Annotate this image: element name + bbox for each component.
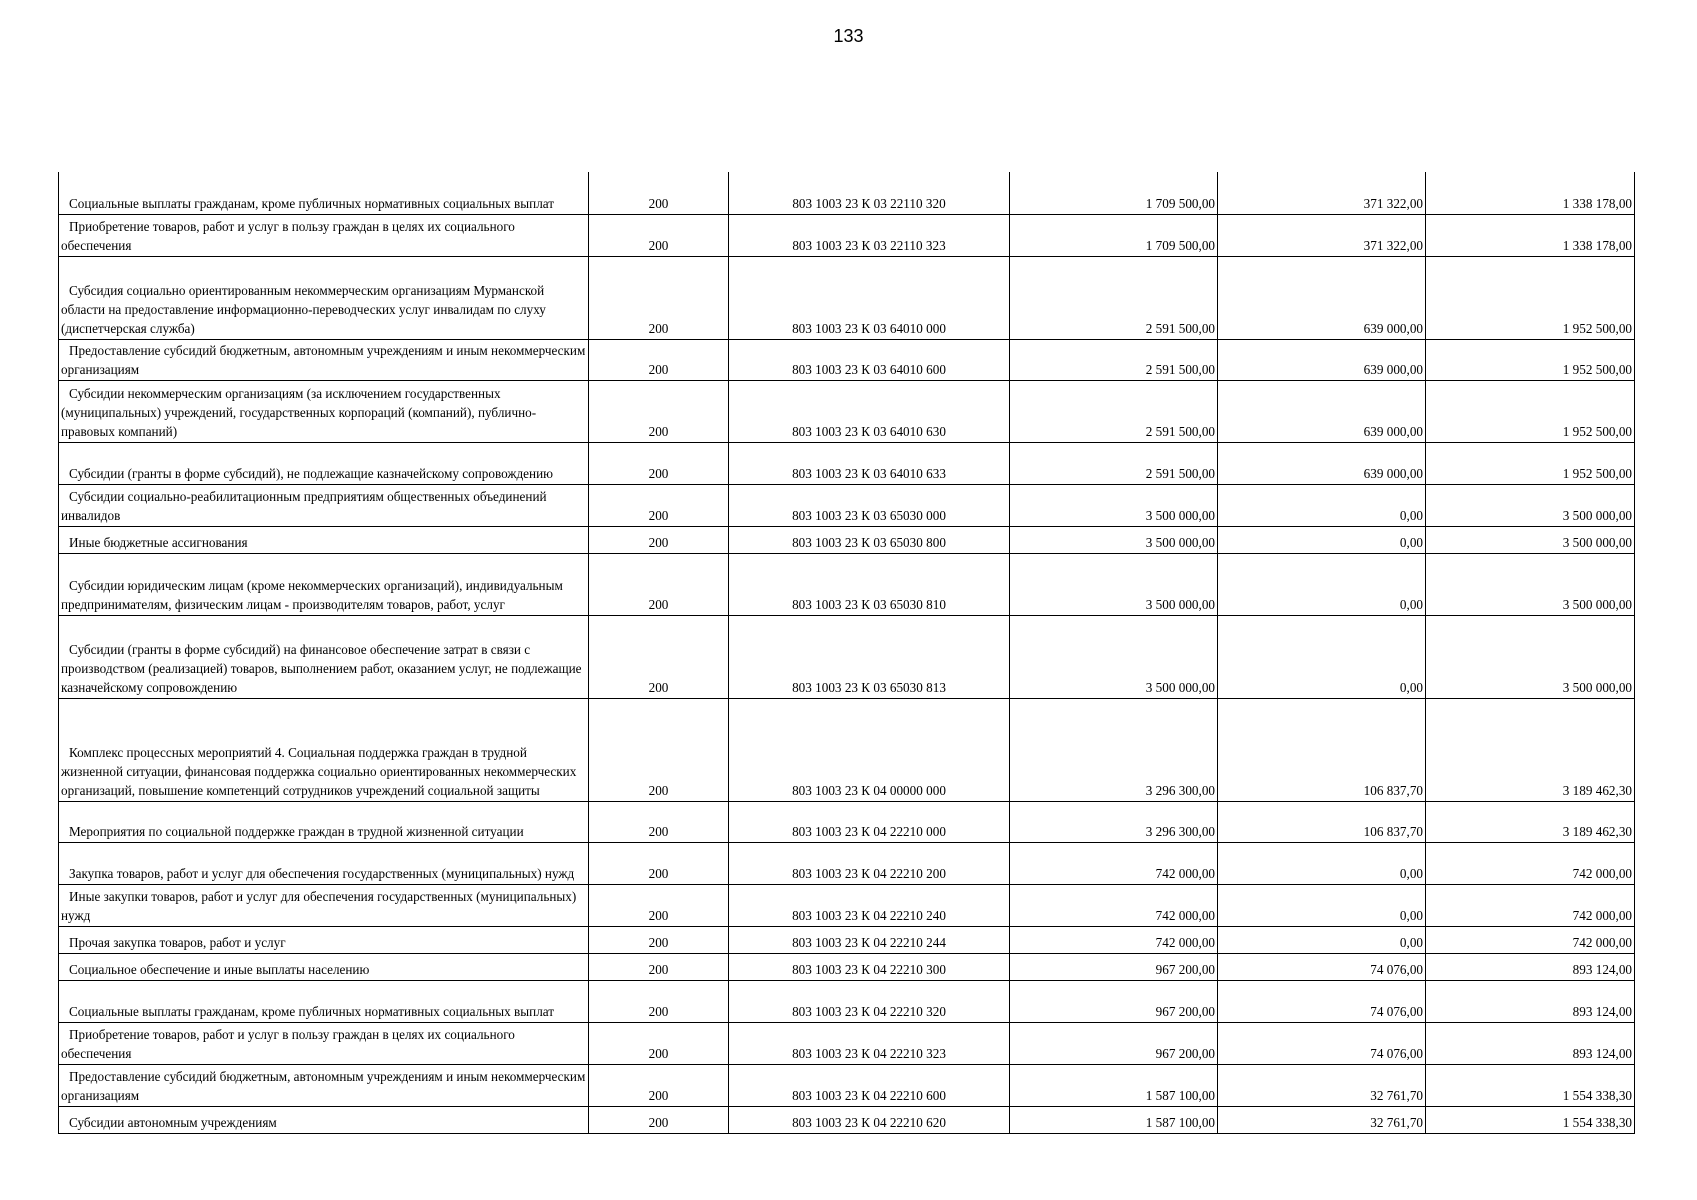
row-value-1-cell: 1 587 100,00 — [1010, 1106, 1218, 1133]
row-value-1-cell: 3 500 000,00 — [1010, 526, 1218, 553]
row-value-1-cell: 742 000,00 — [1010, 842, 1218, 884]
row-value-3-cell: 3 189 462,30 — [1426, 698, 1635, 801]
row-value-2-cell: 0,00 — [1218, 484, 1426, 526]
row-name-cell: Предоставление субсидий бюджетным, автономным учреждениям и иным некоммерческим организациям — [59, 1064, 589, 1106]
row-value-3-cell: 742 000,00 — [1426, 884, 1635, 926]
row-value-3-cell: 893 124,00 — [1426, 953, 1635, 980]
row-code-cell: 200 — [589, 380, 729, 442]
row-value-2-cell: 74 076,00 — [1218, 980, 1426, 1022]
row-code-cell: 200 — [589, 801, 729, 842]
row-code-cell: 200 — [589, 442, 729, 484]
row-code-cell: 200 — [589, 172, 729, 214]
row-kbk-cell: 803 1003 23 К 04 00000 000 — [729, 698, 1010, 801]
row-code-cell: 200 — [589, 884, 729, 926]
row-code-cell: 200 — [589, 842, 729, 884]
row-code-cell: 200 — [589, 526, 729, 553]
row-kbk-cell: 803 1003 23 К 04 22210 320 — [729, 980, 1010, 1022]
row-name-cell: Приобретение товаров, работ и услуг в пользу граждан в целях их социального обеспечения — [59, 1022, 589, 1064]
row-value-3-cell: 742 000,00 — [1426, 926, 1635, 953]
row-value-3-cell: 3 500 000,00 — [1426, 484, 1635, 526]
row-value-2-cell: 371 322,00 — [1218, 214, 1426, 256]
table-row — [59, 953, 1635, 980]
row-value-2-cell: 371 322,00 — [1218, 172, 1426, 214]
row-value-1-cell: 2 591 500,00 — [1010, 256, 1218, 339]
row-value-2-cell: 639 000,00 — [1218, 256, 1426, 339]
row-value-2-cell: 0,00 — [1218, 884, 1426, 926]
row-value-3-cell: 1 338 178,00 — [1426, 172, 1635, 214]
row-value-1-cell: 2 591 500,00 — [1010, 380, 1218, 442]
row-code-cell: 200 — [589, 339, 729, 380]
row-value-2-cell: 639 000,00 — [1218, 339, 1426, 380]
row-code-cell: 200 — [589, 698, 729, 801]
row-value-2-cell: 0,00 — [1218, 553, 1426, 615]
row-value-3-cell: 1 952 500,00 — [1426, 380, 1635, 442]
row-value-1-cell: 742 000,00 — [1010, 926, 1218, 953]
table-row — [59, 526, 1635, 553]
row-code-cell: 200 — [589, 615, 729, 698]
row-value-1-cell: 2 591 500,00 — [1010, 442, 1218, 484]
row-value-3-cell: 3 189 462,30 — [1426, 801, 1635, 842]
row-value-3-cell: 742 000,00 — [1426, 842, 1635, 884]
row-kbk-cell: 803 1003 23 К 03 65030 800 — [729, 526, 1010, 553]
table-row — [59, 484, 1635, 526]
row-code-cell: 200 — [589, 553, 729, 615]
row-kbk-cell: 803 1003 23 К 04 22210 000 — [729, 801, 1010, 842]
row-kbk-cell: 803 1003 23 К 04 22210 244 — [729, 926, 1010, 953]
budget-table — [58, 172, 1635, 1134]
row-value-2-cell: 106 837,70 — [1218, 801, 1426, 842]
row-value-2-cell: 74 076,00 — [1218, 1022, 1426, 1064]
row-kbk-cell: 803 1003 23 К 04 22210 200 — [729, 842, 1010, 884]
row-name-cell: Закупка товаров, работ и услуг для обеспечения государственных (муниципальных) нужд — [59, 842, 589, 884]
row-name-cell: Субсидии автономным учреждениям — [59, 1106, 589, 1133]
row-name-cell: Прочая закупка товаров, работ и услуг — [59, 926, 589, 953]
row-kbk-cell: 803 1003 23 К 04 22210 620 — [729, 1106, 1010, 1133]
row-name-cell: Социальное обеспечение и иные выплаты населению — [59, 953, 589, 980]
row-kbk-cell: 803 1003 23 К 03 64010 633 — [729, 442, 1010, 484]
row-value-2-cell: 639 000,00 — [1218, 442, 1426, 484]
row-name-cell: Предоставление субсидий бюджетным, автономным учреждениям и иным некоммерческим организациям — [59, 339, 589, 380]
row-code-cell: 200 — [589, 484, 729, 526]
row-name-cell: Субсидия социально ориентированным некоммерческим организациям Мурманской области на предоставление информационно-переводческих услуг инвалидам по слуху (диспетчерская служба) — [59, 256, 589, 339]
row-kbk-cell: 803 1003 23 К 03 64010 630 — [729, 380, 1010, 442]
table-row — [59, 553, 1635, 615]
row-kbk-cell: 803 1003 23 К 03 65030 813 — [729, 615, 1010, 698]
row-value-3-cell: 3 500 000,00 — [1426, 526, 1635, 553]
row-kbk-cell: 803 1003 23 К 04 22210 600 — [729, 1064, 1010, 1106]
row-value-1-cell: 3 500 000,00 — [1010, 615, 1218, 698]
row-name-cell: Социальные выплаты гражданам, кроме публичных нормативных социальных выплат — [59, 980, 589, 1022]
row-code-cell: 200 — [589, 953, 729, 980]
row-value-3-cell: 1 952 500,00 — [1426, 256, 1635, 339]
table-row — [59, 842, 1635, 884]
page-number: 133 — [833, 26, 864, 46]
row-value-1-cell: 967 200,00 — [1010, 980, 1218, 1022]
row-value-1-cell: 967 200,00 — [1010, 1022, 1218, 1064]
row-kbk-cell: 803 1003 23 К 03 22110 320 — [729, 172, 1010, 214]
table-row — [59, 214, 1635, 256]
table-row — [59, 698, 1635, 801]
row-name-cell: Иные закупки товаров, работ и услуг для обеспечения государственных (муниципальных) нужд — [59, 884, 589, 926]
table-row — [59, 1064, 1635, 1106]
row-value-3-cell: 1 952 500,00 — [1426, 442, 1635, 484]
row-value-2-cell: 0,00 — [1218, 926, 1426, 953]
table-row — [59, 339, 1635, 380]
row-kbk-cell: 803 1003 23 К 03 64010 600 — [729, 339, 1010, 380]
row-value-2-cell: 32 761,70 — [1218, 1106, 1426, 1133]
row-name-cell: Субсидии некоммерческим организациям (за исключением государственных (муниципальных) учреждений, государственных корпораций (компаний), публично-правовых компаний) — [59, 380, 589, 442]
table-row — [59, 172, 1635, 214]
row-code-cell: 200 — [589, 214, 729, 256]
row-kbk-cell: 803 1003 23 К 03 22110 323 — [729, 214, 1010, 256]
row-value-3-cell: 893 124,00 — [1426, 1022, 1635, 1064]
table-row — [59, 980, 1635, 1022]
table-row — [59, 926, 1635, 953]
row-code-cell: 200 — [589, 1106, 729, 1133]
row-value-2-cell: 0,00 — [1218, 842, 1426, 884]
row-value-2-cell: 106 837,70 — [1218, 698, 1426, 801]
row-code-cell: 200 — [589, 1064, 729, 1106]
row-name-cell: Субсидии (гранты в форме субсидий), не подлежащие казначейскому сопровождению — [59, 442, 589, 484]
row-value-1-cell: 1 709 500,00 — [1010, 172, 1218, 214]
table-row — [59, 801, 1635, 842]
row-kbk-cell: 803 1003 23 К 03 65030 810 — [729, 553, 1010, 615]
row-value-2-cell: 0,00 — [1218, 526, 1426, 553]
row-name-cell: Комплекс процессных мероприятий 4. Социальная поддержка граждан в трудной жизненной ситуации, финансовая поддержка социально ориентированных некоммерческих организаций, повышение компетенций сотрудников учреждений социальной защиты — [59, 698, 589, 801]
row-value-3-cell: 1 554 338,30 — [1426, 1106, 1635, 1133]
row-name-cell: Иные бюджетные ассигнования — [59, 526, 589, 553]
row-value-3-cell: 3 500 000,00 — [1426, 553, 1635, 615]
row-kbk-cell: 803 1003 23 К 04 22210 240 — [729, 884, 1010, 926]
row-name-cell: Приобретение товаров, работ и услуг в пользу граждан в целях их социального обеспечения — [59, 214, 589, 256]
row-value-1-cell: 3 296 300,00 — [1010, 698, 1218, 801]
row-code-cell: 200 — [589, 256, 729, 339]
table-row — [59, 615, 1635, 698]
row-code-cell: 200 — [589, 1022, 729, 1064]
row-code-cell: 200 — [589, 926, 729, 953]
row-name-cell: Субсидии социально-реабилитационным предприятиям общественных объединений инвалидов — [59, 484, 589, 526]
row-name-cell: Субсидии (гранты в форме субсидий) на финансовое обеспечение затрат в связи с производством (реализацией) товаров, выполнением работ, оказанием услуг, не подлежащие казначейскому сопровождению — [59, 615, 589, 698]
row-value-1-cell: 3 500 000,00 — [1010, 553, 1218, 615]
row-kbk-cell: 803 1003 23 К 04 22210 323 — [729, 1022, 1010, 1064]
row-value-3-cell: 3 500 000,00 — [1426, 615, 1635, 698]
row-value-2-cell: 0,00 — [1218, 615, 1426, 698]
table-row — [59, 380, 1635, 442]
row-kbk-cell: 803 1003 23 К 03 65030 000 — [729, 484, 1010, 526]
table-row — [59, 256, 1635, 339]
row-value-3-cell: 1 338 178,00 — [1426, 214, 1635, 256]
row-kbk-cell: 803 1003 23 К 04 22210 300 — [729, 953, 1010, 980]
row-value-1-cell: 742 000,00 — [1010, 884, 1218, 926]
row-value-1-cell: 967 200,00 — [1010, 953, 1218, 980]
row-value-2-cell: 32 761,70 — [1218, 1064, 1426, 1106]
row-kbk-cell: 803 1003 23 К 03 64010 000 — [729, 256, 1010, 339]
table-row — [59, 1106, 1635, 1133]
row-value-2-cell: 74 076,00 — [1218, 953, 1426, 980]
row-value-1-cell: 3 296 300,00 — [1010, 801, 1218, 842]
row-value-2-cell: 639 000,00 — [1218, 380, 1426, 442]
row-value-1-cell: 1 709 500,00 — [1010, 214, 1218, 256]
row-value-1-cell: 1 587 100,00 — [1010, 1064, 1218, 1106]
row-value-1-cell: 2 591 500,00 — [1010, 339, 1218, 380]
row-name-cell: Мероприятия по социальной поддержке граждан в трудной жизненной ситуации — [59, 801, 589, 842]
row-name-cell: Социальные выплаты гражданам, кроме публичных нормативных социальных выплат — [59, 172, 589, 214]
table-row — [59, 442, 1635, 484]
row-code-cell: 200 — [589, 980, 729, 1022]
row-value-1-cell: 3 500 000,00 — [1010, 484, 1218, 526]
row-value-3-cell: 893 124,00 — [1426, 980, 1635, 1022]
row-value-3-cell: 1 554 338,30 — [1426, 1064, 1635, 1106]
row-name-cell: Субсидии юридическим лицам (кроме некоммерческих организаций), индивидуальным предпринимателям, физическим лицам - производителям товаров, работ, услуг — [59, 553, 589, 615]
budget-table-body — [59, 172, 1635, 1133]
row-value-3-cell: 1 952 500,00 — [1426, 339, 1635, 380]
table-row — [59, 884, 1635, 926]
table-row — [59, 1022, 1635, 1064]
